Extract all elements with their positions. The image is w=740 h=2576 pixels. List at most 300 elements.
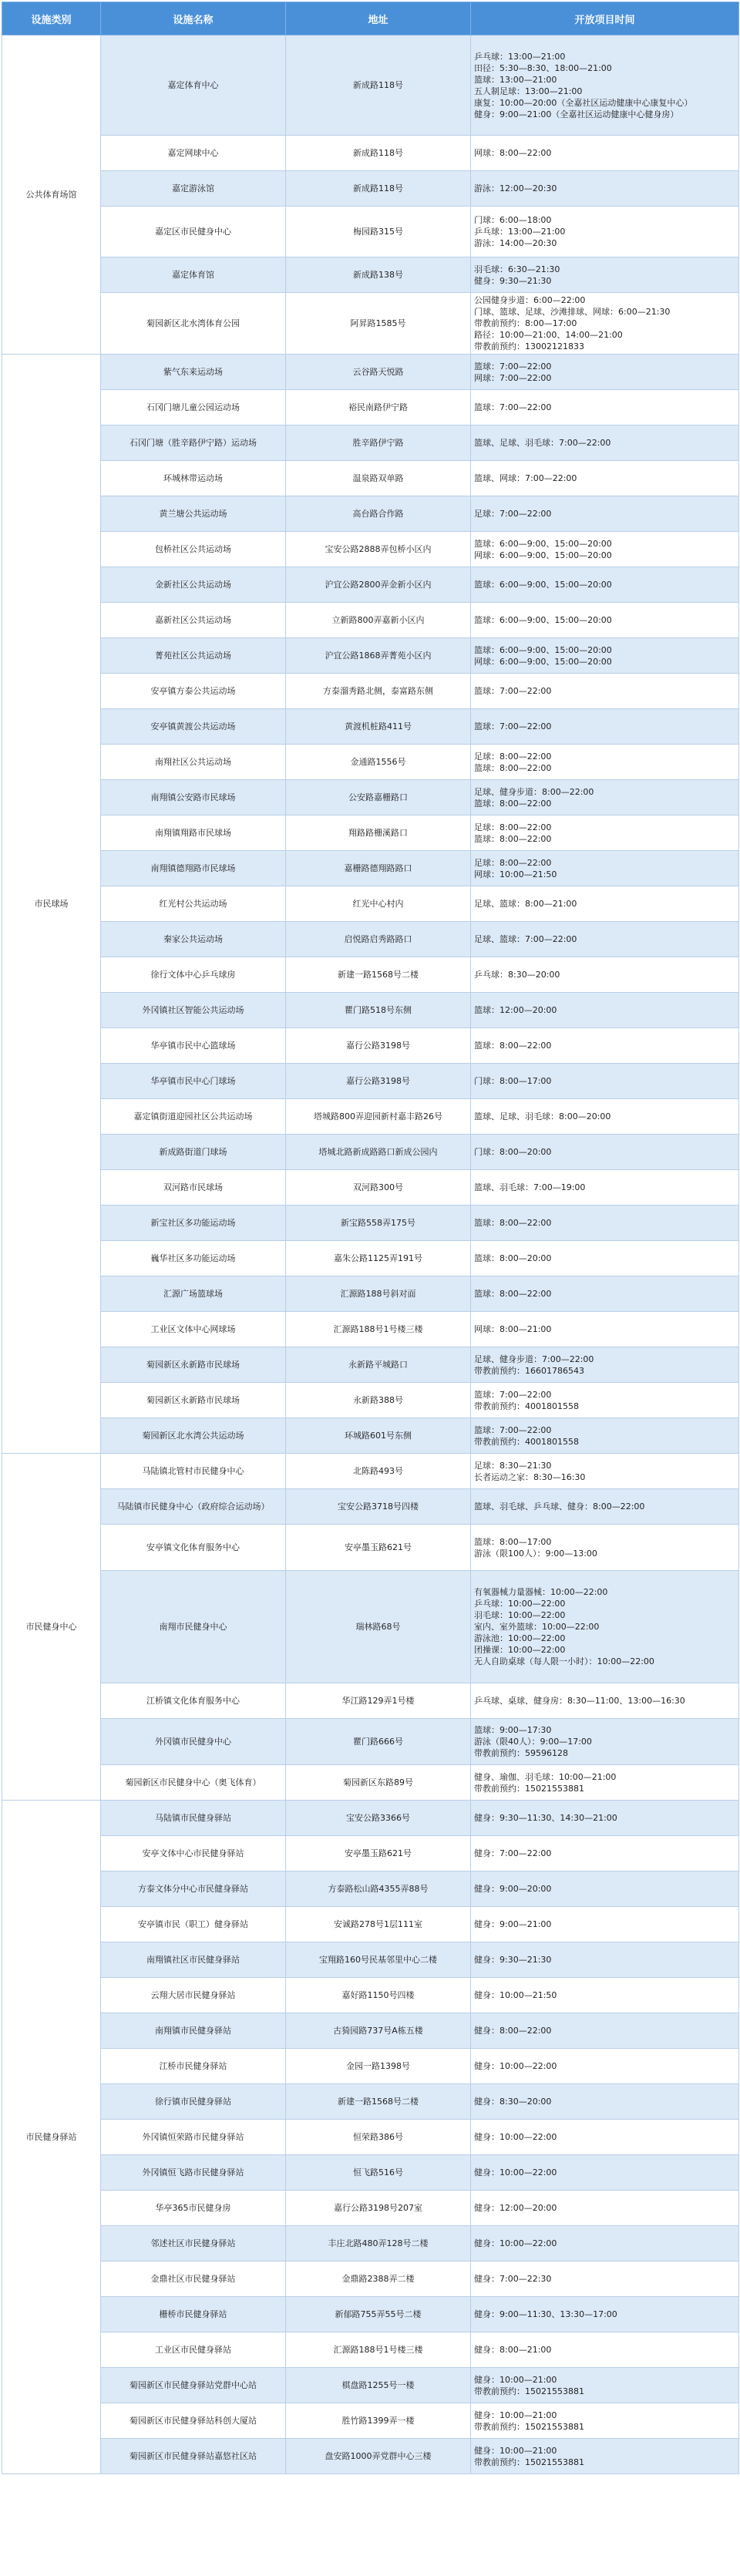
opening-hours-line: 健身：7:00—22:00 <box>474 1848 552 1858</box>
facility-name-cell: 栅桥市民健身驿站 <box>101 2297 286 2332</box>
opening-hours-cell <box>471 425 739 461</box>
facility-name-cell: 黄兰塘公共运动场 <box>101 496 286 532</box>
opening-hours-line: 篮球：8:00—22:00 <box>474 798 552 809</box>
facility-name-cell: 菊园新区市民健身驿站党群中心站 <box>101 2368 286 2403</box>
opening-hours-line: 篮球：8:00—22:00 <box>474 762 552 773</box>
opening-hours-cell <box>471 957 739 993</box>
address-cell: 塔城路800弄迎园新村嘉丰路26号 <box>286 1099 471 1135</box>
address-cell: 盘安路1000弄党群中心三楼 <box>286 2439 471 2474</box>
address-cell: 丰庄北路480弄128号二楼 <box>286 2226 471 2262</box>
table-row <box>2 136 739 171</box>
opening-hours-cell <box>471 207 739 257</box>
opening-hours-cell <box>471 1028 739 1064</box>
opening-hours-cell <box>471 1836 739 1871</box>
facility-name-cell: 菊园新区市民健身中心（奥飞体育） <box>101 1765 286 1801</box>
opening-hours-cell <box>471 2262 739 2297</box>
opening-hours-line: 篮球：6:00—9:00、15:00—20:00 <box>474 644 612 655</box>
opening-hours-line: 篮球、网球：7:00—22:00 <box>474 473 577 483</box>
facility-name-cell: 南翔镇德翔路市民球场 <box>101 851 286 886</box>
opening-hours-line: 网球：6:00—9:00、15:00—20:00 <box>474 550 612 560</box>
opening-hours-cell <box>471 2191 739 2226</box>
facility-name-cell: 嘉新社区公共运动场 <box>101 603 286 638</box>
table-row <box>2 1276 739 1312</box>
venue-table-sheet <box>2 2 738 2474</box>
table-row <box>2 293 739 355</box>
table-row <box>2 2297 739 2332</box>
opening-hours-line: 有氧器械力量器械：10:00—22:00 <box>474 1587 608 1597</box>
opening-hours-line: 网球：7:00—22:00 <box>474 372 552 383</box>
opening-hours-cell <box>471 1801 739 1836</box>
opening-hours-cell <box>471 293 739 355</box>
header-category: 设施类别 <box>2 2 101 35</box>
opening-hours-line: 篮球：7:00—22:00 <box>474 721 552 731</box>
opening-hours-line: 篮球：7:00—22:00 <box>474 686 552 696</box>
opening-hours-cell <box>471 1347 739 1383</box>
facility-name-cell: 华亭365市民健身房 <box>101 2191 286 2226</box>
facility-name-cell: 外冈镇市民健身中心 <box>101 1719 286 1765</box>
opening-hours-line: 健身：10:00—22:00 <box>474 2167 557 2177</box>
table-row <box>2 2403 739 2439</box>
table-row <box>2 1206 739 1241</box>
address-cell: 棋盘路1255号一楼 <box>286 2368 471 2403</box>
table-row <box>2 1907 739 1942</box>
table-row <box>2 567 739 603</box>
opening-hours-cell <box>471 1719 739 1765</box>
facility-name-cell: 金新社区公共运动场 <box>101 567 286 603</box>
opening-hours-line: 乒乓球：13:00—21:00 <box>474 51 566 62</box>
opening-hours-line: 健身：9:30—21:30 <box>474 1955 552 1965</box>
facility-name-cell: 南翔社区公共运动场 <box>101 745 286 780</box>
opening-hours-cell <box>471 2226 739 2262</box>
opening-hours-line: 无人自助桌球（每人限一小时）：10:00—22:00 <box>474 1656 654 1666</box>
opening-hours-line: 网球：6:00—9:00、15:00—20:00 <box>474 656 612 667</box>
table-row <box>2 2332 739 2368</box>
opening-hours-cell <box>471 567 739 603</box>
opening-hours-line: 健身：9:00—20:00 <box>474 1884 552 1894</box>
opening-hours-line: 带教前预约：15021553881 <box>474 2386 584 2396</box>
table-row <box>2 1170 739 1206</box>
address-cell: 新成路138号 <box>286 257 471 293</box>
facility-name-cell: 菊园新区永新路市民球场 <box>101 1347 286 1383</box>
opening-hours-cell <box>471 1418 739 1454</box>
opening-hours-cell <box>471 1064 739 1099</box>
opening-hours-cell <box>471 2297 739 2332</box>
opening-hours-line: 足球：8:00—22:00 <box>474 751 552 762</box>
opening-hours-line: 门球：8:00—17:00 <box>474 1076 552 1086</box>
facility-name-cell: 方泰文体分中心市民健身驿站 <box>101 1871 286 1907</box>
category-cell: 市民球场 <box>2 355 101 1454</box>
address-cell: 菊园新区东路89号 <box>286 1765 471 1801</box>
address-cell: 华江路129弄1号楼 <box>286 1683 471 1719</box>
table-row <box>2 816 739 851</box>
opening-hours-line: 健身：8:00—21:00 <box>474 2345 552 2355</box>
table-row <box>2 1135 739 1170</box>
header-facility-name: 设施名称 <box>101 2 286 35</box>
category-cell: 市民健身驿站 <box>2 1801 101 2474</box>
opening-hours-line: 健身：10:00—21:50 <box>474 1990 557 2000</box>
opening-hours-cell <box>471 1765 739 1801</box>
address-cell: 梅园路315号 <box>286 207 471 257</box>
address-cell: 嘉行公路3198号207室 <box>286 2191 471 2226</box>
opening-hours-line: 篮球：6:00—9:00、15:00—20:00 <box>474 580 612 590</box>
opening-hours-line: 带教前预约：59596128 <box>474 1748 568 1758</box>
table-header-row <box>2 2 739 35</box>
opening-hours-cell <box>471 532 739 567</box>
table-row <box>2 1571 739 1683</box>
opening-hours-line: 健身：10:00—22:00 <box>474 2061 557 2071</box>
opening-hours-line: 乒乓球：8:30—20:00 <box>474 970 560 980</box>
opening-hours-cell <box>471 257 739 293</box>
address-cell: 金园一路1398号 <box>286 2049 471 2084</box>
opening-hours-line: 健身：12:00—20:00 <box>474 2203 557 2213</box>
opening-hours-cell <box>471 1907 739 1942</box>
table-row <box>2 1454 739 1489</box>
category-cell: 市民健身中心 <box>2 1454 101 1801</box>
address-cell: 新成路118号 <box>286 171 471 207</box>
facility-name-cell: 嘉定区市民健身中心 <box>101 207 286 257</box>
opening-hours-cell <box>471 1571 739 1683</box>
table-row <box>2 1683 739 1719</box>
facility-name-cell: 嘉定游泳馆 <box>101 171 286 207</box>
opening-hours-line: 带教前预约：13002121833 <box>474 341 584 351</box>
address-cell: 双河路300号 <box>286 1170 471 1206</box>
table-row <box>2 957 739 993</box>
opening-hours-line: 带教前预约：15021553881 <box>474 2421 584 2432</box>
opening-hours-line: 健身：10:00—22:00 <box>474 2132 557 2142</box>
address-cell: 嘉朱公路1125弄191号 <box>286 1241 471 1276</box>
opening-hours-cell <box>471 745 739 780</box>
address-cell: 嘉好路1150号四楼 <box>286 1978 471 2013</box>
facility-name-cell: 新成路街道门球场 <box>101 1135 286 1170</box>
opening-hours-line: 足球：8:30—21:30 <box>474 1460 552 1471</box>
facility-name-cell: 金鼎社区市民健身驿站 <box>101 2262 286 2297</box>
opening-hours-line: 乒乓球：10:00—22:00 <box>474 1599 566 1609</box>
facility-name-cell: 石冈门塘（胜辛路伊宁路）运动场 <box>101 425 286 461</box>
table-body <box>2 35 739 2474</box>
table-row <box>2 1871 739 1907</box>
opening-hours-cell <box>471 2013 739 2049</box>
facility-name-cell: 南翔镇市民健身驿站 <box>101 2013 286 2049</box>
opening-hours-cell <box>471 1099 739 1135</box>
address-cell: 永新路平城路口 <box>286 1347 471 1383</box>
facility-name-cell: 马陆镇市民健身中心（政府综合运动场） <box>101 1489 286 1525</box>
opening-hours-line: 健身：8:00—22:00 <box>474 2026 552 2036</box>
opening-hours-line: 带教前预约：4001801558 <box>474 1401 579 1411</box>
address-cell: 红光中心村内 <box>286 886 471 922</box>
table-row <box>2 2049 739 2084</box>
table-row <box>2 922 739 957</box>
address-cell: 新郁路755弄55号二楼 <box>286 2297 471 2332</box>
table-row <box>2 2226 739 2262</box>
table-row <box>2 2155 739 2191</box>
table-row <box>2 886 739 922</box>
address-cell: 汇源路188号1号楼三楼 <box>286 2332 471 2368</box>
address-cell: 金通路1556号 <box>286 745 471 780</box>
opening-hours-line: 带教前预约：16601786543 <box>474 1365 584 1376</box>
opening-hours-line: 健身：10:00—21:00 <box>474 2410 557 2420</box>
address-cell: 北陈路493号 <box>286 1454 471 1489</box>
address-cell: 方泰路松山路4355弄88号 <box>286 1871 471 1907</box>
address-cell: 瞿门路666号 <box>286 1719 471 1765</box>
address-cell: 安亭墨玉路621号 <box>286 1525 471 1571</box>
opening-hours-cell <box>471 496 739 532</box>
facility-name-cell: 外冈镇社区智能公共运动场 <box>101 993 286 1028</box>
facility-name-cell: 安亭文体中心市民健身驿站 <box>101 1836 286 1871</box>
table-row <box>2 425 739 461</box>
opening-hours-line: 羽毛球：6:30—21:30 <box>474 264 560 274</box>
table-row <box>2 2262 739 2297</box>
address-cell: 胜辛路伊宁路 <box>286 425 471 461</box>
address-cell: 公安路嘉栅路口 <box>286 780 471 816</box>
opening-hours-line: 足球、健身步道：8:00—22:00 <box>474 786 594 797</box>
table-row <box>2 745 739 780</box>
address-cell: 恒飞路516号 <box>286 2155 471 2191</box>
opening-hours-line: 篮球：13:00—21:00 <box>474 74 557 85</box>
opening-hours-cell <box>471 171 739 207</box>
table-row <box>2 461 739 496</box>
table-row <box>2 355 739 390</box>
opening-hours-line: 田径：5:30—8:30、18:00—21:00 <box>474 62 612 73</box>
facility-name-cell: 马陆镇北管村市民健身中心 <box>101 1454 286 1489</box>
opening-hours-cell <box>471 2155 739 2191</box>
table-row <box>2 1383 739 1418</box>
facility-name-cell: 双河路市民球场 <box>101 1170 286 1206</box>
address-cell: 宝安公路2888弄包桥小区内 <box>286 532 471 567</box>
table-row <box>2 1064 739 1099</box>
opening-hours-cell <box>471 2439 739 2474</box>
table-row <box>2 1978 739 2013</box>
address-cell: 宝安公路3718号四楼 <box>286 1489 471 1525</box>
address-cell: 新宝路558弄175号 <box>286 1206 471 1241</box>
opening-hours-cell <box>471 1978 739 2013</box>
opening-hours-cell <box>471 2403 739 2439</box>
facility-name-cell: 菊园新区市民健身驿站科创大厦站 <box>101 2403 286 2439</box>
table-row <box>2 1525 739 1571</box>
opening-hours-cell <box>471 2368 739 2403</box>
table-row <box>2 1942 739 1978</box>
table-row <box>2 171 739 207</box>
address-cell: 汇源路188号斜对面 <box>286 1276 471 1312</box>
address-cell: 翔路路栅溪路口 <box>286 816 471 851</box>
facility-name-cell: 嘉定网球中心 <box>101 136 286 171</box>
facility-name-cell: 邻述社区市民健身驿站 <box>101 2226 286 2262</box>
facility-name-cell: 嘉定镇街道迎园社区公共运动场 <box>101 1099 286 1135</box>
opening-hours-line: 羽毛球：10:00—22:00 <box>474 1610 566 1620</box>
facility-name-cell: 菊园新区北水湾公共运动场 <box>101 1418 286 1454</box>
opening-hours-cell <box>471 1383 739 1418</box>
opening-hours-cell <box>471 780 739 816</box>
facility-name-cell: 红光村公共运动场 <box>101 886 286 922</box>
facility-name-cell: 秦家公共运动场 <box>101 922 286 957</box>
opening-hours-line: 篮球：12:00—20:00 <box>474 1005 557 1015</box>
facility-name-cell: 南翔市民健身中心 <box>101 1571 286 1683</box>
opening-hours-line: 带教前预约：15021553881 <box>474 2457 584 2467</box>
opening-hours-line: 健身：9:00—11:30、13:30—17:00 <box>474 2309 617 2319</box>
opening-hours-line: 篮球：8:00—22:00 <box>474 1289 552 1299</box>
opening-hours-line: 乒乓球：13:00—21:00 <box>474 227 566 237</box>
opening-hours-cell <box>471 1276 739 1312</box>
address-cell: 启悦路启秀路路口 <box>286 922 471 957</box>
opening-hours-line: 篮球：6:00—9:00、15:00—20:00 <box>474 615 612 625</box>
table-row <box>2 390 739 425</box>
opening-hours-line: 篮球：7:00—22:00 <box>474 361 552 372</box>
opening-hours-line: 足球、篮球：7:00—22:00 <box>474 934 577 944</box>
facility-name-cell: 菊园新区市民健身驿站嘉悠社区站 <box>101 2439 286 2474</box>
facility-name-cell: 菁苑社区公共运动场 <box>101 638 286 674</box>
facility-name-cell: 徐行文体中心乒乓球房 <box>101 957 286 993</box>
table-row <box>2 35 739 136</box>
table-row <box>2 638 739 674</box>
opening-hours-cell <box>471 709 739 745</box>
facility-name-cell: 新宝社区多功能运动场 <box>101 1206 286 1241</box>
opening-hours-line: 游泳（限100人）：9:00—13:00 <box>474 1548 597 1559</box>
opening-hours-cell <box>471 1241 739 1276</box>
facility-name-cell: 马陆镇市民健身驿站 <box>101 1801 286 1836</box>
opening-hours-cell <box>471 461 739 496</box>
opening-hours-line: 篮球：8:00—22:00 <box>474 1218 552 1228</box>
table-row <box>2 1801 739 1836</box>
table-row <box>2 1418 739 1454</box>
opening-hours-line: 足球：8:00—22:00 <box>474 857 552 868</box>
facility-name-cell: 菊园新区永新路市民球场 <box>101 1383 286 1418</box>
address-cell: 黄渡机桩路411号 <box>286 709 471 745</box>
address-cell: 嘉栅路德翔路路口 <box>286 851 471 886</box>
opening-hours-line: 网球：10:00—21:50 <box>474 869 557 879</box>
opening-hours-cell <box>471 136 739 171</box>
table-row <box>2 1241 739 1276</box>
facility-name-cell: 工业区文体中心网球场 <box>101 1312 286 1347</box>
facility-name-cell: 徐行镇市民健身驿站 <box>101 2084 286 2120</box>
opening-hours-cell <box>471 2084 739 2120</box>
opening-hours-line: 公园健身步道：6:00—22:00 <box>474 295 586 305</box>
opening-hours-line: 门球：6:00—18:00 <box>474 215 552 225</box>
table-row <box>2 207 739 257</box>
table-row <box>2 709 739 745</box>
opening-hours-line: 团操课：10:00—22:00 <box>474 1645 566 1655</box>
address-cell: 恒荣路386号 <box>286 2120 471 2155</box>
table-row <box>2 1836 739 1871</box>
opening-hours-line: 健身：9:00—21:00 <box>474 1919 552 1929</box>
table-row <box>2 603 739 638</box>
address-cell: 立新路800弄嘉新小区内 <box>286 603 471 638</box>
facility-name-cell: 环城林带运动场 <box>101 461 286 496</box>
opening-hours-cell <box>471 993 739 1028</box>
opening-hours-line: 足球、篮球：8:00—21:00 <box>474 899 577 909</box>
opening-hours-line: 篮球：7:00—22:00 <box>474 1424 552 1435</box>
facility-name-cell: 安亭镇黄渡公共运动场 <box>101 709 286 745</box>
opening-hours-line: 健身：9:30—21:30 <box>474 275 552 286</box>
opening-hours-cell <box>471 674 739 709</box>
opening-hours-line: 网球：8:00—22:00 <box>474 148 552 158</box>
facility-name-cell: 外冈镇恒飞路市民健身驿站 <box>101 2155 286 2191</box>
facility-name-cell: 嘉定体育馆 <box>101 257 286 293</box>
opening-hours-cell <box>471 1489 739 1525</box>
table-row <box>2 2191 739 2226</box>
address-cell: 安诚路278号1层111室 <box>286 1907 471 1942</box>
opening-hours-line: 游泳：12:00—20:30 <box>474 183 557 193</box>
address-cell: 胜竹路1399弄一楼 <box>286 2403 471 2439</box>
facility-name-cell: 紫气东来运动场 <box>101 355 286 390</box>
address-cell: 温泉路双单路 <box>286 461 471 496</box>
address-cell: 古猗园路737号A栋五楼 <box>286 2013 471 2049</box>
opening-hours-line: 长者运动之家：8:30—16:30 <box>474 1471 586 1482</box>
facility-name-cell: 汇源广场篮球场 <box>101 1276 286 1312</box>
address-cell: 裕民南路伊宁路 <box>286 390 471 425</box>
address-cell: 新成路118号 <box>286 136 471 171</box>
category-cell: 公共体育场馆 <box>2 35 101 355</box>
opening-hours-line: 篮球：8:00—22:00 <box>474 1041 552 1051</box>
facility-name-cell: 南翔镇翔路市民球场 <box>101 816 286 851</box>
opening-hours-line: 路径：10:00—21:00、14:00—21:00 <box>474 330 623 340</box>
opening-hours-line: 篮球：8:00—22:00 <box>474 833 552 844</box>
opening-hours-line: 篮球：6:00—9:00、15:00—20:00 <box>474 538 612 549</box>
opening-hours-line: 健身：9:30—11:30、14:30—21:00 <box>474 1813 617 1823</box>
opening-hours-line: 健身：10:00—22:00 <box>474 2238 557 2248</box>
opening-hours-cell <box>471 1312 739 1347</box>
table-row <box>2 496 739 532</box>
table-row <box>2 2368 739 2403</box>
opening-hours-cell <box>471 35 739 136</box>
facility-name-cell: 石冈门塘儿童公园运动场 <box>101 390 286 425</box>
table-row <box>2 780 739 816</box>
opening-hours-cell <box>471 1871 739 1907</box>
opening-hours-line: 篮球：7:00—22:00 <box>474 1389 552 1400</box>
table-row <box>2 851 739 886</box>
opening-hours-cell <box>471 390 739 425</box>
opening-hours-line: 健身：10:00—21:00 <box>474 2445 557 2456</box>
opening-hours-cell <box>471 638 739 674</box>
facility-name-cell: 南翔镇公安路市民球场 <box>101 780 286 816</box>
opening-hours-line: 游泳：14:00—20:30 <box>474 238 557 248</box>
address-cell: 宝安公路3366号 <box>286 1801 471 1836</box>
opening-hours-line: 足球：8:00—22:00 <box>474 822 552 832</box>
table-row <box>2 1765 739 1801</box>
opening-hours-line: 篮球：8:00—17:00 <box>474 1536 552 1547</box>
opening-hours-cell <box>471 603 739 638</box>
address-cell: 金鼎路2388弄二楼 <box>286 2262 471 2297</box>
opening-hours-cell <box>471 1683 739 1719</box>
table-row <box>2 2439 739 2474</box>
opening-hours-line: 网球：8:00—21:00 <box>474 1324 552 1334</box>
table-row <box>2 1719 739 1765</box>
opening-hours-cell <box>471 355 739 390</box>
opening-hours-cell <box>471 1454 739 1489</box>
opening-hours-cell <box>471 1525 739 1571</box>
table-row <box>2 2120 739 2155</box>
address-cell: 云谷路天悦路 <box>286 355 471 390</box>
header-opening-hours: 开放项目时间 <box>471 2 739 35</box>
address-cell: 沪宜公路1868弄菁苑小区内 <box>286 638 471 674</box>
table-row <box>2 674 739 709</box>
address-cell: 新建一路1568号二楼 <box>286 2084 471 2120</box>
opening-hours-line: 室内、室外篮球：10:00—22:00 <box>474 1622 600 1632</box>
table-row <box>2 1489 739 1525</box>
opening-hours-cell <box>471 2120 739 2155</box>
opening-hours-line: 健身：10:00—21:00 <box>474 2374 557 2385</box>
opening-hours-cell <box>471 886 739 922</box>
opening-hours-cell <box>471 922 739 957</box>
address-cell: 高台路合作路 <box>286 496 471 532</box>
address-cell: 汇源路188号1号楼三楼 <box>286 1312 471 1347</box>
opening-hours-line: 门球：8:00—20:00 <box>474 1147 552 1157</box>
opening-hours-line: 健身：8:30—20:00 <box>474 2097 552 2107</box>
address-cell: 安亭墨玉路621号 <box>286 1836 471 1871</box>
facility-name-cell: 外冈镇恒荣路市民健身驿站 <box>101 2120 286 2155</box>
facility-name-cell: 江桥镇文化体育服务中心 <box>101 1683 286 1719</box>
opening-hours-line: 门球、篮球、足球、沙滩排球、网球：6:00—21:30 <box>474 307 671 317</box>
address-cell: 瑞林路68号 <box>286 1571 471 1683</box>
table-row <box>2 2084 739 2120</box>
